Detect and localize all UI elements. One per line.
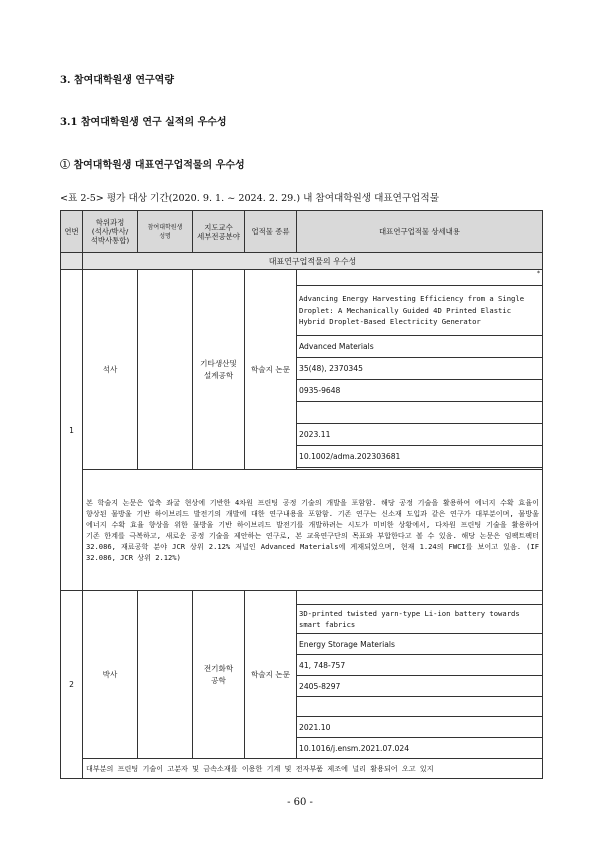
row-2-issn: 2405-8297	[297, 676, 543, 697]
table-header-row	[61, 211, 543, 253]
heading-section-3-1: 3.1 참여대학원생 연구 실적의 우수성	[60, 117, 227, 128]
row-2-volume: 41, 748-757	[297, 655, 543, 676]
header-output-detail: 대표연구업적물 상세내용	[297, 211, 543, 253]
row-1-doi: 10.1002/adma.202303681	[297, 446, 543, 468]
row-2-doi: 10.1016/j.ensm.2021.07.024	[297, 738, 543, 759]
row-1-journal: Advanced Materials	[297, 336, 543, 358]
row-1-no: 1	[61, 270, 83, 591]
row-2-journal: Energy Storage Materials	[297, 634, 543, 655]
header-no: 연번	[61, 211, 83, 253]
row-1-blank	[297, 402, 543, 424]
row-2-blank	[297, 697, 543, 717]
header-student-name: 참여대학원생 성명	[138, 211, 193, 253]
row-2-field: 전기화학 공학	[193, 591, 245, 759]
table-caption: <표 2-5> 평가 대상 기간(2020. 9. 1. ~ 2024. 2. 29.) 내 참여대학원생 대표연구업적물	[60, 193, 439, 204]
row-2-type: 학술지 논문	[245, 591, 297, 759]
header-degree: 학위과정 (석사/박사/ 석박사통합)	[83, 211, 138, 253]
row-1-name	[138, 270, 193, 470]
heading-section-3: 3. 참여대학원생 연구역량	[60, 75, 175, 86]
row-2-description: 대부분의 프린팅 기술이 고분자 및 금속소재를 이용한 기계 및 전자부품 제조에 널리 활용되어 오고 있지	[83, 759, 543, 779]
row-1-title: Advancing Energy Harvesting Efficiency from a Single Droplet: A Mechanically Guided 4D Printed Elastic Hybrid Droplet-Based Electricity Generator	[297, 286, 543, 336]
research-output-table	[60, 210, 543, 779]
row-1-type: 학술지 논문	[245, 270, 297, 470]
section-title: 대표연구업적물의 우수성	[83, 253, 543, 270]
table-row	[61, 270, 543, 286]
header-output-type: 업적물 종류	[245, 211, 297, 253]
row-2-no: 2	[61, 591, 83, 779]
row-2-degree: 박사	[83, 591, 138, 759]
row-1-mark: *	[297, 270, 543, 286]
table-row	[61, 591, 543, 605]
row-1-issn: 0935-9648	[297, 380, 543, 402]
row-1-degree: 석사	[83, 270, 138, 470]
row-1-volume: 35(48), 2370345	[297, 358, 543, 380]
page-number: - 60 -	[287, 797, 313, 808]
row-1-description: 본 학술지 논문은 압축 좌굴 현상에 기반한 4차원 프린팅 공정 기술의 개발을 포함함. 해당 공정 기술을 활용하여 에너지 수확 효율이 향상된 물방울 기반 하이브리드 발전기의 개발에 대한 연구내용을 포함함. 기존 연구는 신소재 도입과 같은 연구가 대부분이며, 물방울 에너지 수확 효율 향상을 위한 물방울 기반 하이브리드 발전기를 개발하려는 시도가 미비한 상황에서, 다차원 프린팅 기술을 활용하여 기존 한계를 극복하고, 새로운 공정 기술을 제안하는 연구로, 본 교육연구단의 목표와 부합한다고 볼 수 있음. 해당 논문은 임팩트팩터 32.086, 재료공학 분야 JCR 상위 2.12% 저널인 Advanced Materials에 게재되었으며, 현재 1.24의 FWCI를 보이고 있음. (IF 32.086, JCR 상위 2.12%)	[83, 470, 543, 591]
heading-subsection-1: ① 참여대학원생 대표연구업적물의 우수성	[60, 160, 245, 171]
row-2-date: 2021.10	[297, 717, 543, 738]
row-2-name	[138, 591, 193, 759]
header-advisor-field: 지도교수 세부전공분야	[193, 211, 245, 253]
row-1-date: 2023.11	[297, 424, 543, 446]
row-1-field: 기타생산및 설계공학	[193, 270, 245, 470]
section-row	[61, 253, 543, 270]
row-2-title: 3D-printed twisted yarn-type Li-ion battery towards smart fabrics	[297, 605, 543, 634]
